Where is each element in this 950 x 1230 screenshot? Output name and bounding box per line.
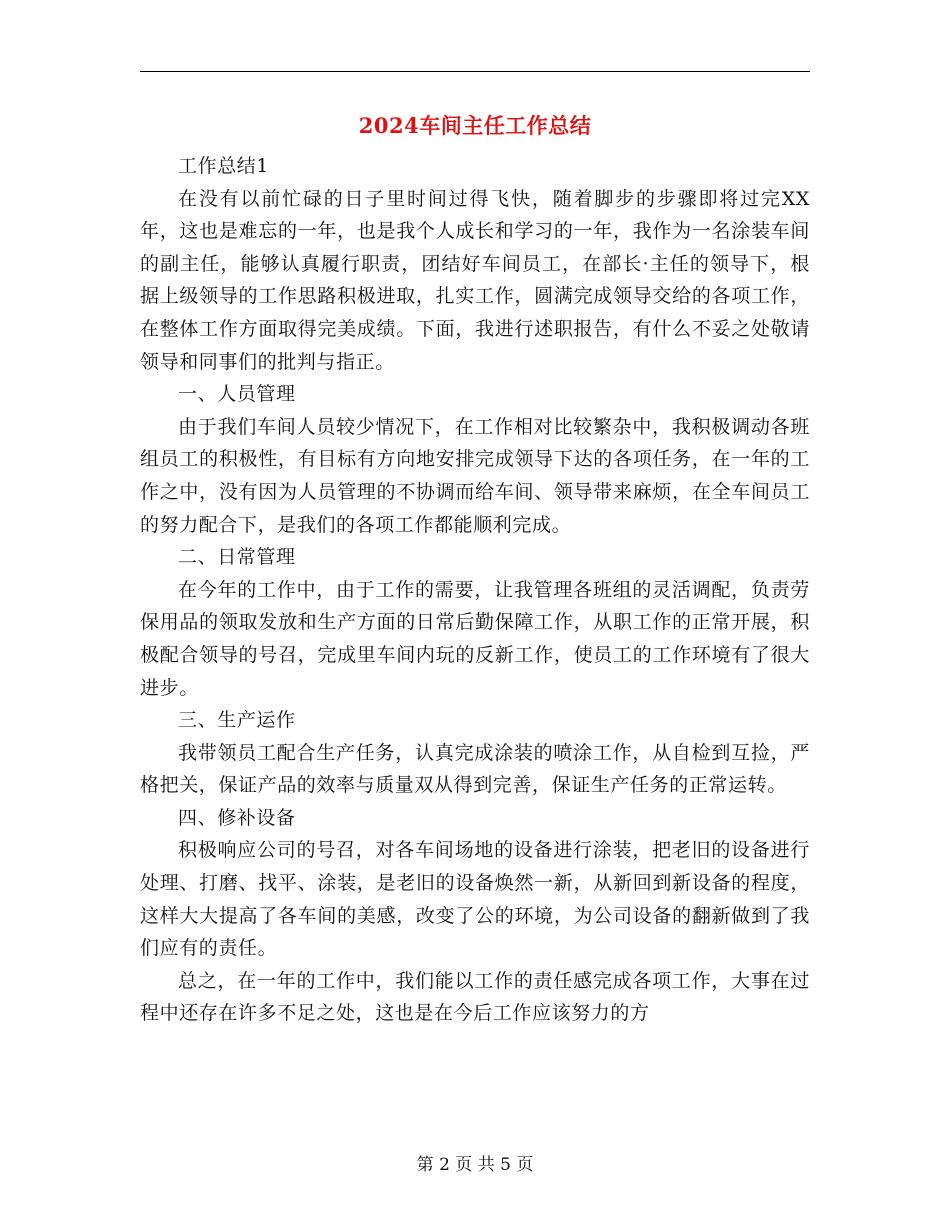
section-heading-equipment: 四、修补设备: [178, 806, 296, 829]
conclusion-paragraph: 总之，在一年的工作中，我们能以工作的责任感完成各项工作，大事在过程中还存在许多不足之处，这也是在今后工作应该努力的方: [140, 969, 810, 1025]
document-title: 2024车间主任工作总结: [358, 113, 592, 138]
document-body: [140, 150, 810, 1030]
daily-paragraph: 在今年的工作中，由于工作的需要，让我管理各班组的灵活调配，负责劳保用品的领取发放和生产方面的日常后勤保障工作，从职工作的正常开展，积极配合领导的号召，完成里车间内玩的反新工作，使员工的工作环境有了很大进步。: [140, 578, 810, 699]
intro-paragraph: 在没有以前忙碌的日子里时间过得飞快，随着脚步的步骤即将过完XX年，这也是难忘的一年，也是我个人成长和学习的一年，我作为一名涂装车间的副主任，能够认真履行职责，团结好车间员工，在部长·主任的领导下，根据上级领导的工作思路积极进取，扎实工作，圆满完成领导交给的各项工作，在整体工作方面取得完美成绩。下面，我进行述职报告，有什么不妥之处敬请领导和同事们的批判与指正。: [140, 187, 810, 373]
production-paragraph: 我带领员工配合生产任务，认真完成涂装的喷涂工作，从自检到互捡，严格把关，保证产品的效率与质量双从得到完善，保证生产任务的正常运转。: [140, 741, 810, 797]
page-number: 第 2 页 共 5 页: [416, 1155, 534, 1175]
personnel-paragraph: 由于我们车间人员较少情况下，在工作相对比较繁杂中，我积极调动各班组员工的积极性，有目标有方向地安排完成领导下达的各项任务，在一年的工作之中，没有因为人员管理的不协调而给车间、领导带来麻烦，在全车间员工的努力配合下，是我们的各项工作都能顺利完成。: [140, 415, 810, 536]
header-rule: [140, 71, 810, 72]
equipment-paragraph: 积极响应公司的号召，对各车间场地的设备进行涂装，把老旧的设备进行处理、打磨、找平、涂装，是老旧的设备焕然一新，从新回到新设备的程度，这样大大提高了各车间的美感，改变了公的环境，为公司设备的翻新做到了我们应有的责任。: [140, 839, 810, 960]
section-heading-daily: 二、日常管理: [178, 546, 296, 569]
section-heading-production: 三、生产运作: [178, 709, 296, 732]
section-heading-summary-1: 工作总结1: [178, 155, 270, 177]
section-heading-personnel: 一、人员管理: [178, 383, 296, 406]
